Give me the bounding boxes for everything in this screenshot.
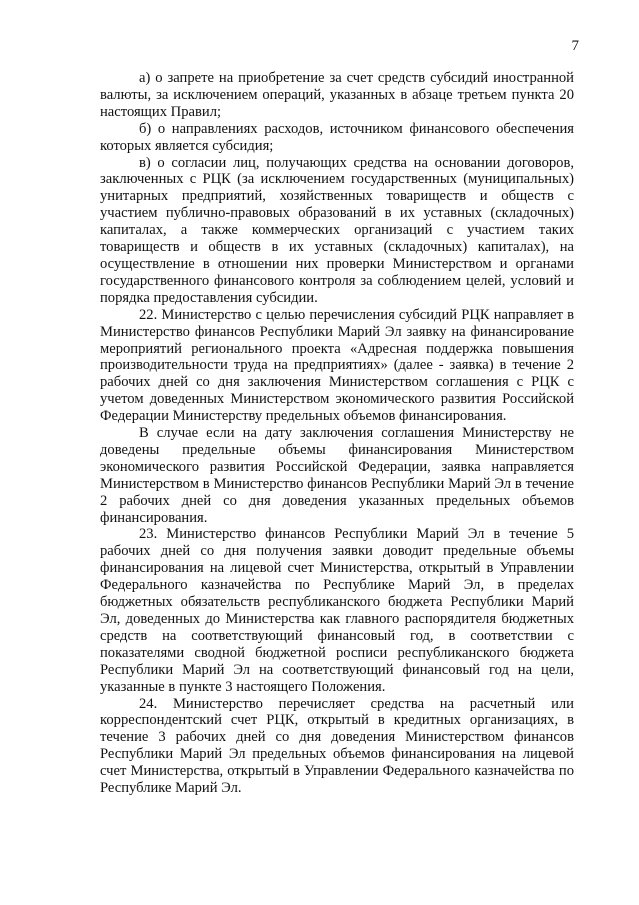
document-body — [100, 70, 574, 797]
paragraph-v: в) о согласии лиц, получающих средства на основании договоров, заключенных с РЦК (за исключением государственных (муниципальных) унитарных предприятий, хозяйственных товариществ и обществ с участием публично-правовых образований в их уставных (складочных) капиталах, а также коммерческих организаций с участием таких товариществ и обществ в их уставных (складочных) капиталах), на осуществление в отношении них проверки Министерством и органами государственного финансового контроля за соблюдением целей, условий и порядка предоставления субсидии. — [100, 154, 574, 306]
paragraph-a: а) о запрете на приобретение за счет средств субсидий иностранной валюты, за исключением операций, указанных в абзаце третьем пункта 20 настоящих Правил; — [100, 70, 574, 120]
page-number: 7 — [571, 38, 579, 54]
paragraph-b: б) о направлениях расходов, источником финансового обеспечения которых является субсидия; — [100, 120, 574, 154]
paragraph-24: 24. Министерство перечисляет средства на расчетный или корреспондентский счет РЦК, открытый в кредитных организациях, в течение 3 рабочих дней со дня доведения Министерством финансов Республики Марий Эл предельных объемов финансирования на лицевой счет Министерства, открытый в Управлении Федерального казначейства по Республике Марий Эл. — [100, 695, 574, 797]
paragraph-22-continued: В случае если на дату заключения соглашения Министерству не доведены предельные объемы финансирования Министерством экономического развития Российской Федерации, заявка направляется Министерством в Министерство финансов Республики Марий Эл в течение 2 рабочих дней со дня доведения указанных предельных объемов финансирования. — [100, 425, 574, 526]
paragraph-23: 23. Министерство финансов Республики Марий Эл в течение 5 рабочих дней со дня получения заявки доводит предельные объемы финансирования на лицевой счет Министерства, открытый в Управлении Федерального казначейства по Республике Марий Эл, в пределах бюджетных обязательств республиканского бюджета Республики Марий Эл, доведенных до Министерства как главного распорядителя бюджетных средств на соответствующий финансовый год, в соответствии с показателями сводной бюджетной росписи республиканского бюджета Республики Марий Эл на соответствующий финансовый год на цели, указанные в пункте 3 настоящего Положения. — [100, 526, 574, 695]
paragraph-22: 22. Министерство с целью перечисления субсидий РЦК направляет в Министерство финансов Республики Марий Эл заявку на финансирование мероприятий регионального проекта «Адресная поддержка повышения производительности труда на предприятиях» (далее - заявка) в течение 2 рабочих дней со дня заключения Министерством соглашения с РЦК с учетом доведенных Министерством экономического развития Российской Федерации Министерству предельных объемов финансирования. — [100, 306, 574, 425]
